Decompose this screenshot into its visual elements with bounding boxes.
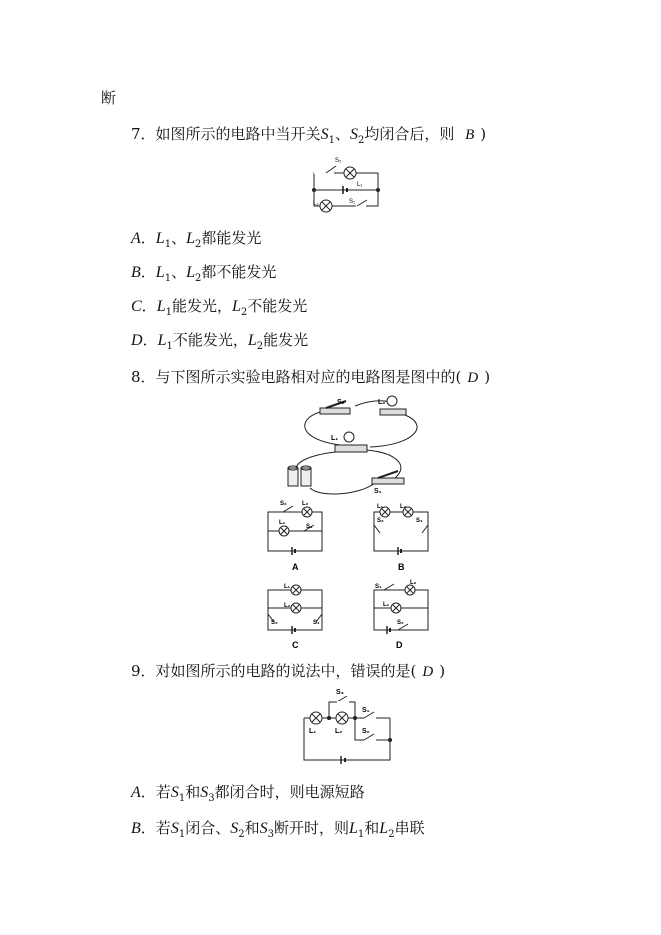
svg-text:S₂: S₂ [337, 399, 345, 406]
svg-text:S₁: S₁ [374, 488, 382, 495]
question-8-stem: 8．与下图所示实验电路相对应的电路图是图中的( D ) [131, 368, 491, 386]
svg-text:B: B [398, 562, 405, 572]
svg-text:C: C [292, 640, 299, 650]
question-9-stem: 9．对如图所示的电路的说法中，错误的是( D ) [131, 662, 446, 680]
question-9-answer: D [422, 664, 434, 680]
question-7-option-a[interactable]: A．$L_1$、$L_2$都能发光 [131, 229, 262, 250]
svg-text:L₂: L₂ [335, 728, 343, 735]
svg-text:S₂: S₂ [397, 620, 404, 626]
svg-text:A: A [292, 562, 299, 572]
question-7-answer: B [465, 127, 475, 143]
svg-text:L₂: L₂ [284, 603, 291, 609]
question-9-option-b[interactable]: B．若$S_1$闭合、$S_2$和$S_3$断开时，则$L_1$和$L_2$串联 [131, 819, 425, 840]
question-8-answer: D [467, 370, 479, 386]
previous-question-tail: 断 [101, 89, 117, 107]
svg-text:S₁: S₁ [375, 584, 382, 590]
svg-text:S₁: S₁ [313, 620, 320, 626]
svg-text:S₂: S₂ [362, 728, 370, 735]
question-7-option-c[interactable]: C．$L_1$能发光，$L_2$不能发光 [131, 297, 308, 318]
svg-text:L₂: L₂ [378, 399, 386, 406]
svg-text:L₂: L₂ [302, 501, 309, 507]
svg-text:S₁: S₁ [349, 199, 356, 205]
svg-text:L₁: L₁ [279, 520, 286, 526]
svg-text:L₂: L₂ [313, 201, 319, 207]
svg-text:D: D [396, 640, 403, 650]
svg-text:L₁: L₁ [357, 182, 363, 188]
svg-text:S₂: S₂ [335, 158, 342, 164]
svg-text:L₂: L₂ [410, 580, 417, 586]
svg-text:S₁: S₁ [362, 707, 370, 714]
svg-text:S₁: S₁ [416, 518, 423, 524]
svg-text:L₁: L₁ [331, 435, 339, 442]
svg-text:L₁: L₁ [377, 504, 384, 510]
question-9-option-a[interactable]: A．若$S_1$和$S_3$都闭合时，则电源短路 [131, 783, 365, 804]
svg-text:S₃: S₃ [336, 689, 344, 696]
svg-text:L₁: L₁ [309, 728, 317, 735]
question-7-option-b[interactable]: B．$L_1$、$L_2$都不能发光 [131, 263, 277, 284]
question-7-stem: 7．如图所示的电路中当开关$S_1$、$S_2$均闭合后，则 B ) [131, 125, 487, 146]
svg-text:S₂: S₂ [271, 620, 278, 626]
svg-text:L₁: L₁ [383, 602, 390, 608]
svg-text:L₁: L₁ [284, 584, 291, 590]
svg-text:S₁: S₁ [306, 524, 313, 530]
svg-text:S₂: S₂ [377, 518, 384, 524]
svg-text:S₂: S₂ [280, 501, 287, 507]
svg-text:L₂: L₂ [400, 504, 407, 510]
question-7-option-d[interactable]: D．$L_1$不能发光，$L_2$能发光 [131, 331, 309, 352]
